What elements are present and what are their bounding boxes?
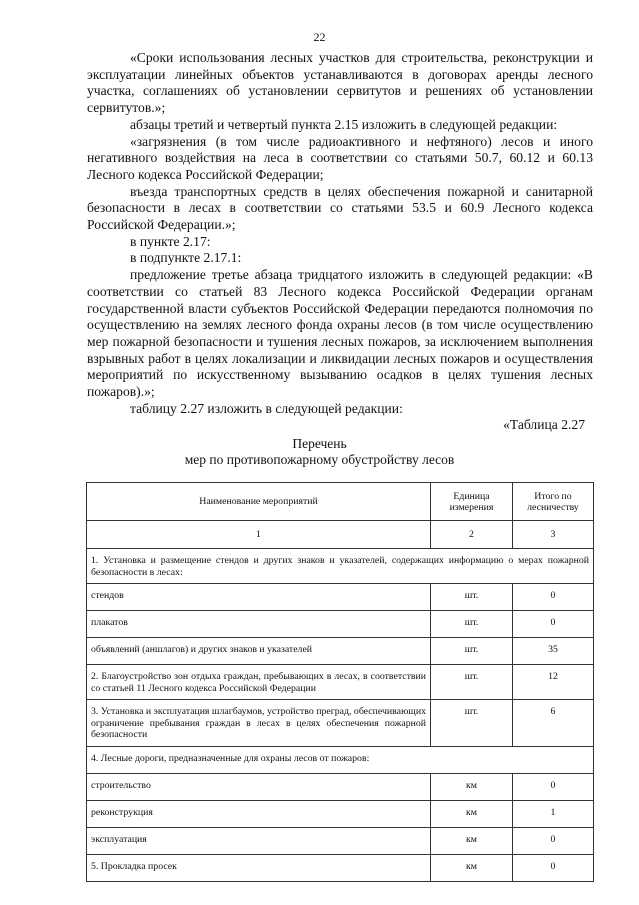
unit-cell: км [431, 774, 513, 801]
table-row [87, 638, 594, 665]
name-cell: 3. Установка и эксплуатация шлагбаумов, устройство преград, обеспечивающих ограничение пребывания граждан в лесах в целях обеспечения пожарной безопасности [87, 700, 431, 747]
paragraph: «Сроки использования лесных участков для строительства, реконструкции и эксплуатации линейных объектов устанавливаются в договорах аренды лесного участка, соглашениях об установлении сервитутов и решениях об установлении сервитутов.»; [87, 50, 593, 116]
column-number-row [87, 521, 594, 549]
table-heading-subtitle: мер по противопожарному обустройству лесов [184, 452, 455, 467]
paragraph: предложение третье абзаца тридцатого изложить в следующей редакции: «В соответствии со статьей 83 Лесного кодекса Российской Федерации органам государственной власти субъектов Российской Федерации передаются полномочия по осуществлению на землях лесного фонда охраны лесов (в том числе осуществлению мер пожарной безопасности и тушения лесных пожаров, за исключением выполнения взрывных работ в целях локализации и ликвидации лесных пожаров и осуществления мероприятий по искусственному вызыванию осадков в целях тушения лесных пожаров).»; [87, 267, 593, 400]
table-heading [0, 436, 639, 468]
column-number: 3 [513, 521, 594, 549]
header-cell: Итого по лесничеству [513, 483, 594, 521]
table-row [87, 584, 594, 611]
column-number: 2 [431, 521, 513, 549]
table-header-row [87, 483, 594, 521]
total-cell: 0 [513, 828, 594, 855]
total-cell: 0 [513, 855, 594, 882]
section-cell: 1. Установка и размещение стендов и других знаков и указателей, содержащих информацию о мерах пожарной безопасности в лесах: [87, 549, 594, 584]
name-cell: 5. Прокладка просек [87, 855, 431, 882]
measures-table [86, 482, 594, 882]
total-cell: 6 [513, 700, 594, 747]
table-row [87, 774, 594, 801]
table-reference: «Таблица 2.27 [503, 417, 585, 433]
table-row [87, 855, 594, 882]
name-cell: реконструкция [87, 801, 431, 828]
total-cell: 0 [513, 774, 594, 801]
table-row [87, 549, 594, 584]
unit-cell: шт. [431, 611, 513, 638]
unit-cell: шт. [431, 700, 513, 747]
table-row [87, 747, 594, 774]
name-cell: плакатов [87, 611, 431, 638]
name-cell: эксплуатация [87, 828, 431, 855]
total-cell: 35 [513, 638, 594, 665]
unit-cell: км [431, 855, 513, 882]
paragraph: таблицу 2.27 изложить в следующей редакции: [130, 400, 403, 416]
column-number: 1 [87, 521, 431, 549]
unit-cell: км [431, 801, 513, 828]
table-row [87, 665, 594, 700]
body-text [87, 50, 593, 434]
total-cell: 1 [513, 801, 594, 828]
unit-cell: шт. [431, 638, 513, 665]
name-cell: 2. Благоустройство зон отдыха граждан, пребывающих в лесах, в соответствии со статьей 11 Лесного кодекса Российской Федерации [87, 665, 431, 700]
paragraph: абзацы третий и четвертый пункта 2.15 изложить в следующей редакции: [130, 116, 558, 132]
total-cell: 12 [513, 665, 594, 700]
total-cell: 0 [513, 584, 594, 611]
section-cell: 4. Лесные дороги, предназначенные для охраны лесов от пожаров: [87, 747, 594, 774]
header-cell: Единица измерения [431, 483, 513, 521]
total-cell: 0 [513, 611, 594, 638]
paragraph: «загрязнения (в том числе радиоактивного и нефтяного) лесов и иного негативного воздействия на леса в соответствии со статьями 50.7, 60.12 и 60.13 Лесного кодекса Российской Федерации; [87, 133, 593, 182]
table-row [87, 801, 594, 828]
name-cell: объявлений (аншлагов) и других знаков и указателей [87, 638, 431, 665]
unit-cell: км [431, 828, 513, 855]
name-cell: стендов [87, 584, 431, 611]
unit-cell: шт. [431, 584, 513, 611]
header-cell: Наименование мероприятий [87, 483, 431, 521]
paragraph: в подпункте 2.17.1: [130, 250, 242, 266]
paragraph: въезда транспортных средств в целях обеспечения пожарной и санитарной безопасности в лесах в соответствии со статьями 53.5 и 60.9 Лесного кодекса Российской Федерации.»; [87, 183, 593, 233]
unit-cell: шт. [431, 665, 513, 700]
table-heading-title: Перечень [292, 436, 347, 451]
name-cell: строительство [87, 774, 431, 801]
table-row [87, 828, 594, 855]
page-number: 22 [313, 30, 326, 44]
table-row [87, 700, 594, 747]
table-row [87, 611, 594, 638]
paragraph: в пункте 2.17: [130, 233, 211, 249]
